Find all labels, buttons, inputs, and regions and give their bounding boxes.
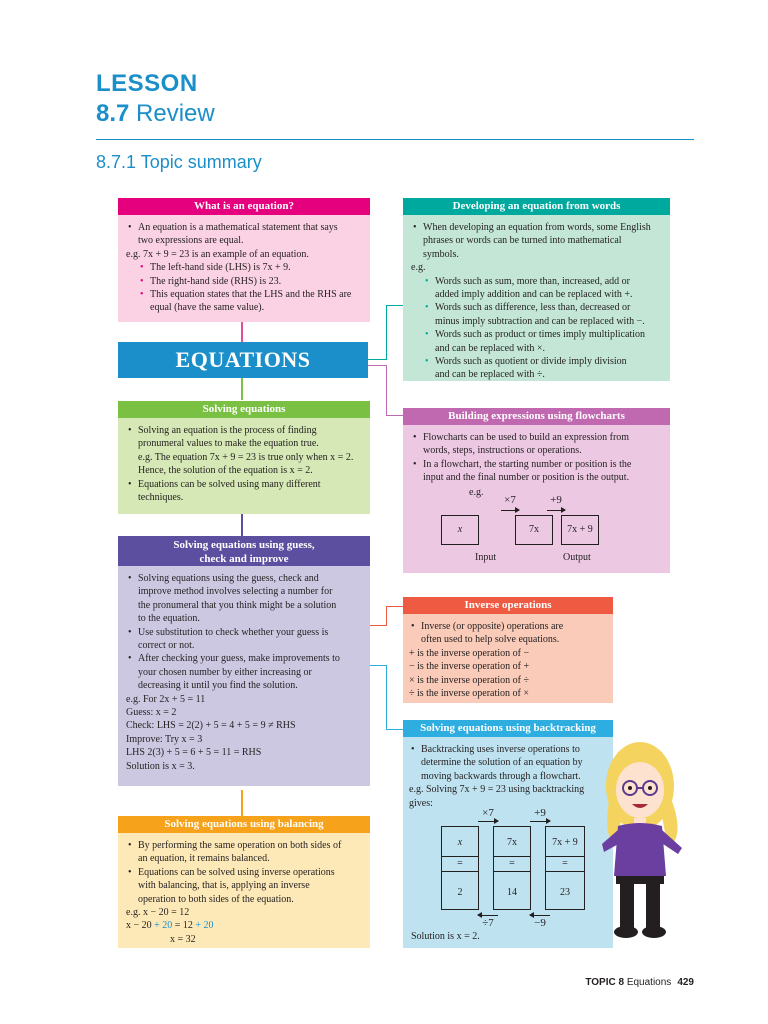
text-line: • After checking your guess, make improvements to your chosen number by either increasing or decreasing it until you find the solution. (126, 652, 362, 692)
box-header: Solving equations using backtracking (403, 720, 613, 737)
text-line: LHS 2(3) + 5 = 6 + 5 = 11 = RHS (126, 747, 262, 759)
section-title: 8.7.1 Topic summary (96, 152, 262, 172)
text-line: • The left-hand side (LHS) is 7x + 9. (126, 261, 362, 274)
connector (386, 665, 387, 729)
connector (386, 305, 387, 360)
operation-label: ×7 (504, 494, 516, 506)
text-line: ÷ is the inverse operation of × (409, 688, 529, 700)
connector (386, 415, 404, 416)
box-header: Developing an equation from words (403, 198, 670, 215)
connector (241, 514, 243, 536)
text-line: • This equation states that the LHS and the RHS are equal (have the same value). (126, 288, 362, 315)
flow-arrow (530, 915, 550, 916)
flowchart-cell: x (457, 837, 463, 848)
flow-arrow (530, 821, 550, 822)
solving-equations-box (118, 401, 370, 514)
connector (386, 305, 404, 306)
text-line: e.g. Solving 7x + 9 = 23 using backtracking (409, 784, 585, 796)
equals-cell: = (493, 856, 531, 872)
flowchart-cell: 7x + 9 (552, 837, 578, 848)
operation-label: +9 (534, 807, 546, 819)
output-label: Output (563, 552, 591, 563)
flowchart-cell: 2 (457, 887, 463, 898)
guess-check-box (118, 536, 370, 786)
page-footer (585, 977, 694, 988)
connector (241, 378, 243, 400)
footer-topic: TOPIC 8 (585, 977, 625, 988)
text-line: • Words such as quotient or divide imply division and can be replaced with ÷. (411, 355, 662, 382)
text-line: • Equations can be solved using inverse operations with balancing, that is, applying an inverse operation to both sides of the equation. (126, 866, 362, 906)
text-line: • The right-hand side (RHS) is 23. (126, 275, 362, 288)
lesson-label: LESSON (96, 70, 198, 97)
box-header: Solving equations using balancing (118, 816, 370, 833)
box-header: Solving equations (118, 401, 370, 418)
operation-label: +9 (550, 494, 562, 506)
connector (368, 365, 386, 366)
text-line: gives: (409, 797, 433, 809)
text-line: • In a flowchart, the starting number or position is the input and the final number or position is the output. (411, 458, 662, 485)
flowchart-box: x (441, 515, 479, 545)
lesson-title (96, 100, 215, 128)
box-header: Building expressions using flowcharts (403, 408, 670, 425)
text-line: • Flowcharts can be used to build an expression from words, steps, instructions or operations. (411, 431, 662, 458)
equations-title: EQUATIONS (118, 342, 368, 378)
text-line: x − 20 + 20 = 12 + 20 (126, 920, 214, 932)
text-line: Solution is x = 3. (126, 760, 195, 772)
flowchart-cell: 14 (507, 887, 517, 898)
inverse-operations-box (403, 597, 613, 703)
flow-arrow (478, 821, 498, 822)
box-header: Solving equations using guess, check and improve (118, 536, 370, 566)
flow-arrow (501, 510, 519, 511)
flow-arrow (478, 915, 498, 916)
page-number: 429 (677, 977, 694, 988)
text-line: • Equations can be solved using many different techniques. (126, 478, 362, 505)
connector (386, 606, 404, 607)
connector (386, 729, 404, 730)
inverse-label: −9 (534, 917, 546, 929)
balancing-box (118, 816, 370, 948)
text-line: × is the inverse operation of ÷ (409, 674, 529, 686)
text-line: e.g. For 2x + 5 = 11 (126, 693, 206, 705)
input-label: Input (475, 552, 497, 563)
flow-arrow (547, 510, 565, 511)
text-line: • By performing the same operation on both sides of an equation, it remains balanced. (126, 839, 362, 866)
flowchart-box: 7x + 9 (561, 515, 599, 545)
text-line: • Use substitution to check whether your guess is correct or not. (126, 626, 362, 653)
equals-cell: = (441, 856, 479, 872)
developing-equation-box (403, 198, 670, 381)
text-line: • When developing an equation from words, some English phrases or words can be turned into mathematical symbols. (411, 221, 662, 261)
flowchart-cell: 7x (507, 837, 517, 848)
flowchart-cell: 23 (560, 887, 570, 898)
text-line: e.g. 7x + 9 = 23 is an example of an equation. (126, 248, 309, 260)
text-line: • Words such as difference, less than, decreased or minus imply subtraction and can be replaced with −. (411, 301, 662, 328)
text-line: Guess: x = 2 (126, 707, 177, 719)
text-line: • An equation is a mathematical statement that says two expressions are equal. (126, 221, 362, 248)
text-line: Improve: Try x = 3 (126, 733, 203, 745)
what-is-equation-box (118, 198, 370, 322)
connector (241, 322, 243, 342)
connector (368, 359, 386, 360)
text-line: + is the inverse operation of − (409, 647, 530, 659)
building-expressions-box (403, 408, 670, 573)
flowchart-box: 7x (515, 515, 553, 545)
text-line: • Inverse (or opposite) operations are often used to help solve equations. (409, 620, 605, 647)
text-line: − is the inverse operation of + (409, 661, 530, 673)
box-header: Inverse operations (403, 597, 613, 614)
equals-cell: = (545, 856, 585, 872)
text-line: e.g. (411, 262, 426, 274)
text-line: • Backtracking uses inverse operations to determine the solution of an equation by moving backwards through a flowchart. (409, 743, 605, 783)
cartoon-character-illustration (596, 726, 692, 942)
text-line: Check: LHS = 2(2) + 5 = 4 + 5 = 9 ≠ RHS (126, 720, 296, 732)
text-line: e.g. x − 20 = 12 (126, 907, 190, 919)
solution-text: Solution is x = 2. (411, 931, 480, 942)
text-line: • Solving equations using the guess, check and improve method involves selecting a number for the pronumeral that you think might be a solution to the equation. (126, 572, 362, 626)
text-line: • Words such as sum, more than, increased, add or added imply addition and can be replaced with +. (411, 275, 662, 302)
backtracking-box (403, 720, 613, 948)
operation-label: ×7 (482, 807, 494, 819)
text-line: x = 32 (170, 933, 196, 945)
connector (241, 790, 243, 816)
connector (370, 665, 386, 666)
box-header: What is an equation? (118, 198, 370, 215)
text-line: • Words such as product or times imply multiplication and can be replaced with ×. (411, 328, 662, 355)
header-rule (96, 139, 694, 140)
connector (386, 606, 387, 626)
eg-label: e.g. (469, 487, 484, 498)
footer-topic-name: Equations (626, 977, 672, 988)
inverse-label: ÷7 (482, 917, 494, 929)
connector (386, 365, 387, 415)
text-line: • Solving an equation is the process of finding pronumeral values to make the equation true. e.g. The equation 7x + 9 = 23 is true only when x = 2. Hence, the solution of the equation is x = 2. (126, 424, 362, 478)
lesson-name: Review (136, 100, 215, 127)
lesson-number: 8.7 (96, 100, 130, 127)
connector (370, 625, 386, 626)
